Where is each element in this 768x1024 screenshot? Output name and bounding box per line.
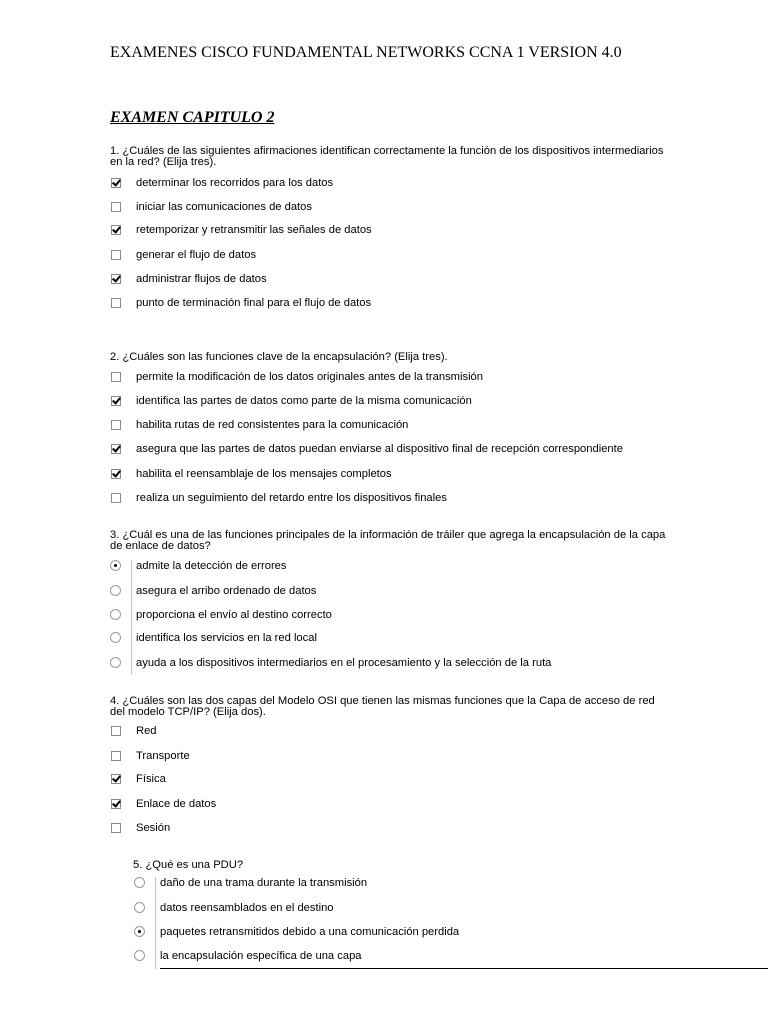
option-label: determinar los recorridos para los datos xyxy=(136,177,334,189)
option-label: Red xyxy=(136,725,157,737)
option-label: daño de una trama durante la transmisión xyxy=(160,877,368,889)
question-4-text: 4. ¿Cuáles son las dos capas del Modelo OSI que tienen las mismas funciones que la Capa de acceso de red del modelo TCP/IP? (Elija dos). xyxy=(110,695,655,718)
radio-button[interactable] xyxy=(134,926,145,937)
option-label: Física xyxy=(136,773,166,785)
option-divider xyxy=(155,877,156,969)
option-label: habilita rutas de red consistentes para la comunicación xyxy=(136,419,409,431)
checkbox[interactable] xyxy=(111,225,121,235)
checkbox[interactable] xyxy=(111,396,121,406)
option-label: administrar flujos de datos xyxy=(136,273,267,285)
document-title: EXAMENES CISCO FUNDAMENTAL NETWORKS CCNA 1 VERSION 4.0 xyxy=(110,44,622,61)
radio-button[interactable] xyxy=(110,632,121,643)
option-label: datos reensamblados en el destino xyxy=(160,902,334,914)
radio-button[interactable] xyxy=(110,585,121,596)
radio-button[interactable] xyxy=(134,877,145,888)
option-label: realiza un seguimiento del retardo entre los dispositivos finales xyxy=(136,492,447,504)
question-1-text: 1. ¿Cuáles de las siguientes afirmaciones identifican correctamente la función de los dispositivos intermediarios en la red? (Elija tres). xyxy=(110,145,664,168)
option-label: proporciona el envío al destino correcto xyxy=(136,609,332,621)
option-label: la encapsulación específica de una capa xyxy=(160,950,362,962)
horizontal-rule xyxy=(160,968,768,969)
checkbox[interactable] xyxy=(111,298,121,308)
radio-button[interactable] xyxy=(110,609,121,620)
radio-button[interactable] xyxy=(110,657,121,668)
checkbox[interactable] xyxy=(111,774,121,784)
option-label: paquetes retransmitidos debido a una comunicación perdida xyxy=(160,926,460,938)
option-label: identifica los servicios en la red local xyxy=(136,632,317,644)
radio-button[interactable] xyxy=(134,902,145,913)
option-label: admite la detección de errores xyxy=(136,560,287,572)
option-label: asegura que las partes de datos puedan enviarse al dispositivo final de recepción correspondiente xyxy=(136,443,623,455)
checkbox[interactable] xyxy=(111,726,121,736)
checkbox[interactable] xyxy=(111,823,121,833)
checkbox[interactable] xyxy=(111,202,121,212)
option-divider xyxy=(131,560,132,674)
option-label: ayuda a los dispositivos intermediarios en el procesamiento y la selección de la ruta xyxy=(136,657,552,669)
checkbox[interactable] xyxy=(111,799,121,809)
option-label: asegura el arribo ordenado de datos xyxy=(136,585,317,597)
option-label: permite la modificación de los datos originales antes de la transmisión xyxy=(136,371,483,383)
option-label: punto de terminación final para el flujo de datos xyxy=(136,297,372,309)
checkbox[interactable] xyxy=(111,493,121,503)
checkbox[interactable] xyxy=(111,420,121,430)
radio-button[interactable] xyxy=(134,950,145,961)
checkbox[interactable] xyxy=(111,250,121,260)
option-label: retemporizar y retransmitir las señales de datos xyxy=(136,224,372,236)
checkbox[interactable] xyxy=(111,372,121,382)
option-label: Sesión xyxy=(136,822,171,834)
question-5-text: 5. ¿Qué es una PDU? xyxy=(133,859,244,871)
checkbox[interactable] xyxy=(111,274,121,284)
checkbox[interactable] xyxy=(111,444,121,454)
option-label: generar el flujo de datos xyxy=(136,249,257,261)
checkbox[interactable] xyxy=(111,178,121,188)
option-label: habilita el reensamblaje de los mensajes completos xyxy=(136,468,392,480)
checkbox[interactable] xyxy=(111,469,121,479)
question-2-text: 2. ¿Cuáles son las funciones clave de la encapsulación? (Elija tres). xyxy=(110,351,448,363)
option-label: identifica las partes de datos como parte de la misma comunicación xyxy=(136,395,472,407)
question-3-text: 3. ¿Cuál es una de las funciones principales de la información de tráiler que agrega la encapsulación de la capa de enlace de datos? xyxy=(110,529,666,552)
radio-button[interactable] xyxy=(110,560,121,571)
option-label: Transporte xyxy=(136,750,190,762)
option-label: iniciar las comunicaciones de datos xyxy=(136,201,312,213)
checkbox[interactable] xyxy=(111,751,121,761)
option-label: Enlace de datos xyxy=(136,798,217,810)
chapter-title: EXAMEN CAPITULO 2 xyxy=(110,109,275,126)
